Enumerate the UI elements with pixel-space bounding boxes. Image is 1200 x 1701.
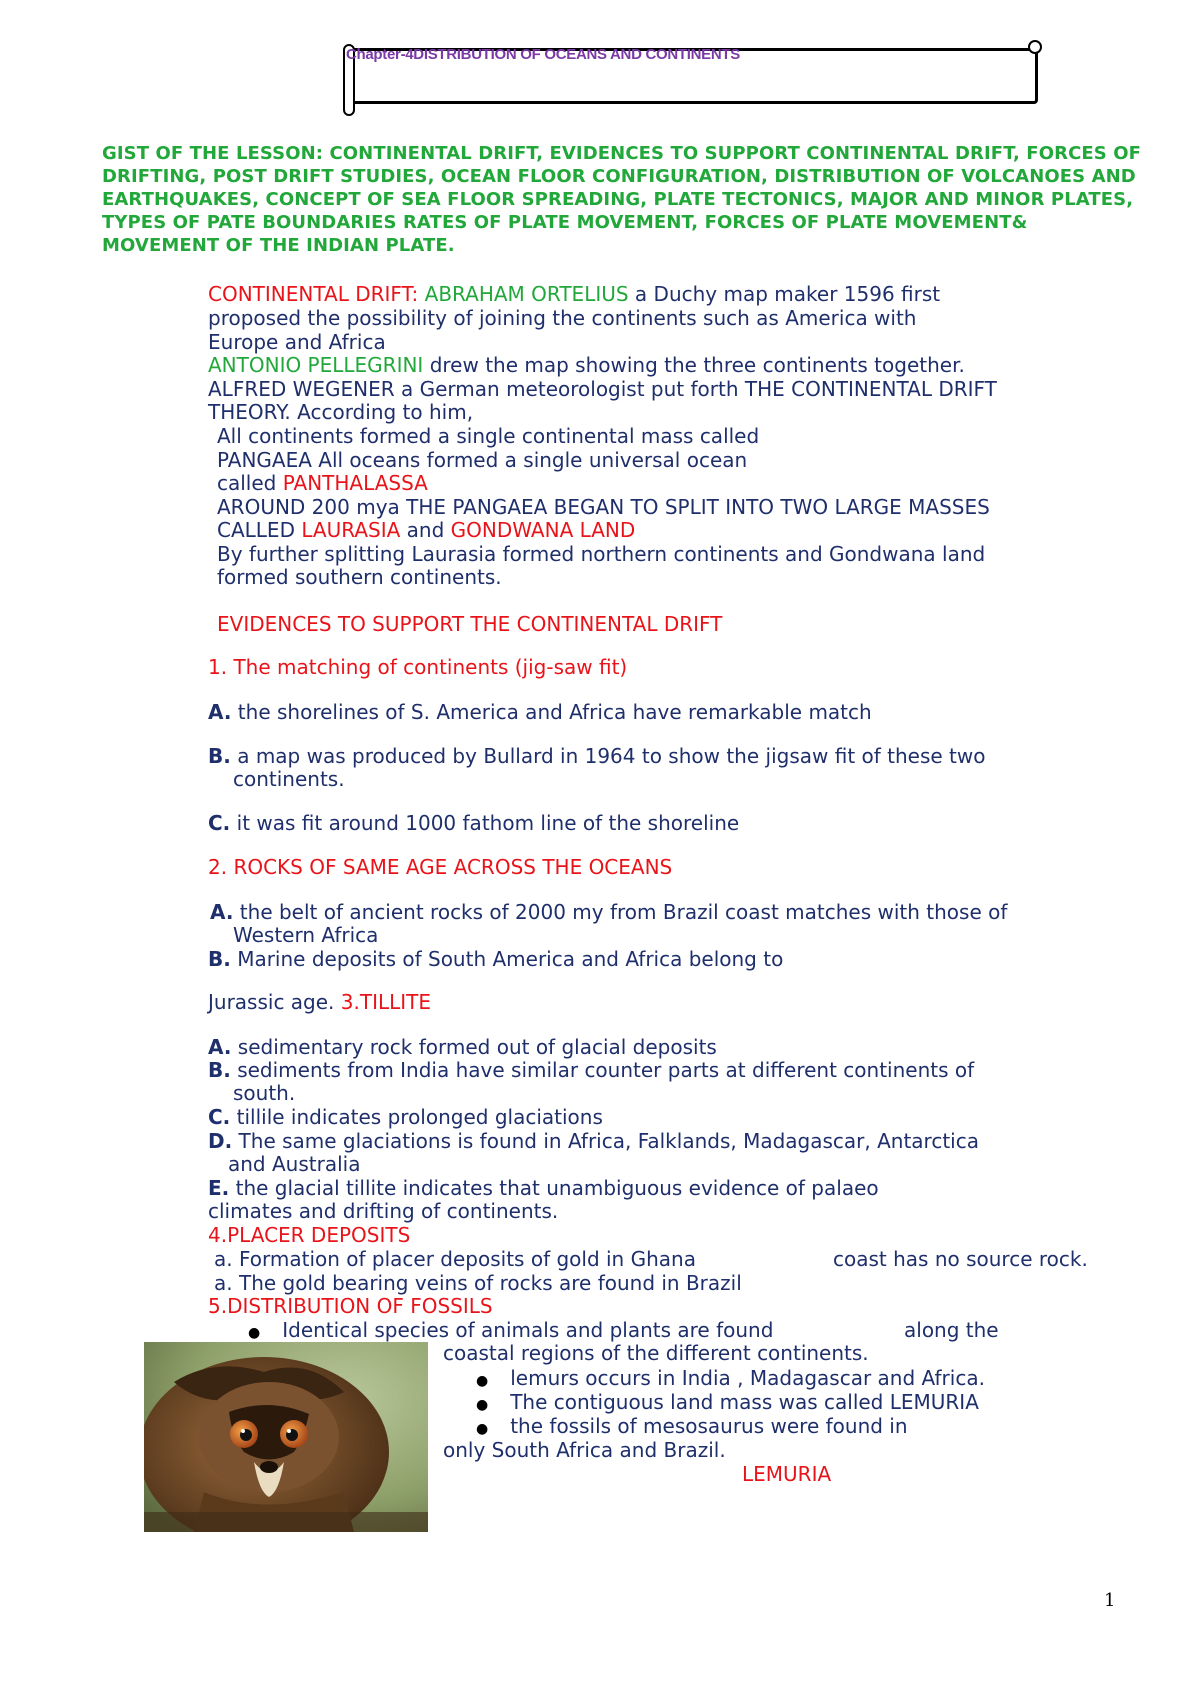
lemur-photo — [144, 1342, 428, 1532]
drift-heading: CONTINENTAL DRIFT: — [208, 282, 419, 306]
drift-line-7: All continents formed a single continental mass called — [217, 424, 760, 448]
lemuria-caption: LEMURIA — [742, 1462, 832, 1486]
drift-line-1 — [208, 282, 940, 306]
scroll-roll-right — [1028, 40, 1042, 54]
item-text: Identical species of animals and plants are found — [282, 1318, 774, 1342]
item-text: a map was produced by Bullard in 1964 to show the jigsaw fit of these two — [230, 744, 986, 768]
s3-item-d-cont: and Australia — [228, 1152, 361, 1176]
section-3-title: 3.TILLITE — [340, 990, 432, 1014]
drift-line-11 — [217, 518, 635, 542]
item-text: sedimentary rock formed out of glacial deposits — [231, 1035, 717, 1059]
drift-text: CALLED — [217, 518, 302, 542]
item-marker: C. — [208, 811, 231, 835]
bullet-icon: ● — [476, 1397, 489, 1413]
s5-bullet-1-tail: along the — [904, 1318, 999, 1342]
s3-item-c — [208, 1105, 603, 1129]
gist-paragraph: GIST OF THE LESSON: CONTINENTAL DRIFT, EVIDENCES TO SUPPORT CONTINENTAL DRIFT, FORCES OF DRIFTING, POST DRIFT STUDIES, OCEAN FLOOR CONFIGURATION, DISTRIBUTION OF VOLCANOES AND EARTHQUAKES, CONCEPT OF SEA FLOOR SPREADING, PLATE TECTONICS, MAJOR AND MINOR PLATES, TYPES OF PATE BOUNDARIES RATES OF PLATE MOVEMENT, FORCES OF PLATE MOVEMENT& MOVEMENT OF THE INDIAN PLATE. — [102, 143, 1142, 256]
bullet-icon: ● — [476, 1421, 489, 1437]
item-text: Jurassic age. — [208, 990, 341, 1014]
s2-item-c — [208, 990, 431, 1014]
drift-line-3: Europe and Africa — [208, 330, 386, 354]
drift-text: and — [400, 518, 451, 542]
s5-bullet-3 — [476, 1390, 979, 1417]
drift-text: called — [217, 471, 283, 495]
s4-item-a: a. Formation of placer deposits of gold in Ghana — [214, 1247, 696, 1271]
s2-item-b — [208, 947, 783, 971]
item-text: the belt of ancient rocks of 2000 my from Brazil coast matches with those of — [233, 900, 1008, 924]
section-1-title: 1. The matching of continents (jig-saw fit) — [208, 655, 628, 679]
item-text: The same glaciations is found in Africa, Falklands, Madagascar, Antarctica — [232, 1129, 979, 1153]
s4-item-a-tail: coast has no source rock. — [833, 1247, 1088, 1271]
item-marker: D. — [208, 1129, 233, 1153]
drift-text: drew the map showing the three continents together. — [423, 353, 965, 377]
item-marker: A. — [208, 700, 232, 724]
drift-line-10: AROUND 200 mya THE PANGAEA BEGAN TO SPLIT INTO TWO LARGE MASSES — [217, 495, 990, 519]
drift-line-8: PANGAEA All oceans formed a single universal ocean — [217, 448, 748, 472]
drift-text: a Duchy map maker 1596 first — [628, 282, 941, 306]
item-text: sediments from India have similar counter parts at different continents of — [230, 1058, 975, 1082]
s1-item-c — [208, 811, 739, 835]
s2-item-a-cont: Western Africa — [233, 923, 379, 947]
item-marker: C. — [208, 1105, 231, 1129]
item-text: The contiguous land mass was called LEMURIA — [510, 1390, 979, 1414]
item-marker: B. — [208, 1058, 231, 1082]
gondwana: GONDWANA LAND — [450, 518, 636, 542]
lemur-illustration — [144, 1342, 428, 1532]
drift-line-12: By further splitting Laurasia formed northern continents and Gondwana land — [217, 542, 986, 566]
s5-bullet-2 — [476, 1366, 985, 1393]
section-4-title: 4.PLACER DEPOSITS — [208, 1223, 411, 1247]
drift-line-4 — [208, 353, 965, 377]
item-text: the shorelines of S. America and Africa have remarkable match — [231, 700, 872, 724]
pellegrini-name: ANTONIO PELLEGRINI — [208, 353, 424, 377]
ortelius-name: ABRAHAM ORTELIUS — [424, 282, 629, 306]
drift-line-2: proposed the possibility of joining the continents such as America with — [208, 306, 917, 330]
item-marker: E. — [208, 1176, 230, 1200]
s3-item-a — [208, 1035, 717, 1059]
page-number: 1 — [1104, 1590, 1116, 1611]
bullet-icon: ● — [476, 1373, 489, 1389]
s3-item-b — [208, 1058, 974, 1082]
bullet-icon: ● — [248, 1325, 261, 1341]
s1-item-a — [208, 700, 872, 724]
item-text: lemurs occurs in India , Madagascar and Africa. — [510, 1366, 985, 1390]
s3-item-d — [208, 1129, 979, 1153]
item-text: tillile indicates prolonged glaciations — [230, 1105, 603, 1129]
item-text: the fossils of mesosaurus were found in — [510, 1414, 908, 1438]
s3-item-e-cont: climates and drifting of continents. — [208, 1199, 559, 1223]
s1-item-b — [208, 744, 986, 768]
item-text: the glacial tillite indicates that unambiguous evidence of palaeo — [229, 1176, 879, 1200]
item-marker: A. — [210, 900, 234, 924]
s5-bullet-4 — [476, 1414, 908, 1441]
drift-line-9 — [217, 471, 428, 495]
panthalassa: PANTHALASSA — [282, 471, 428, 495]
section-2-title: 2. ROCKS OF SAME AGE ACROSS THE OCEANS — [208, 855, 673, 879]
section-5-title: 5.DISTRIBUTION OF FOSSILS — [208, 1294, 493, 1318]
item-marker: A. — [208, 1035, 232, 1059]
s3-item-b-cont: south. — [233, 1081, 296, 1105]
s3-item-e — [208, 1176, 879, 1200]
drift-line-6: THEORY. According to him, — [208, 400, 474, 424]
s2-item-a — [210, 900, 1007, 924]
s1-item-b-cont: continents. — [233, 767, 345, 791]
item-marker: B. — [208, 947, 231, 971]
s5-bullet-4-cont: only South Africa and Brazil. — [443, 1438, 726, 1462]
drift-line-5: ALFRED WEGENER a German meteorologist put forth THE CONTINENTAL DRIFT — [208, 377, 997, 401]
item-marker: B. — [208, 744, 231, 768]
chapter-title: Chapter-4DISTRIBUTION OF OCEANS AND CONTINENTS — [346, 46, 740, 63]
item-text: it was fit around 1000 fathom line of the shoreline — [230, 811, 740, 835]
s4-item-b: a. The gold bearing veins of rocks are found in Brazil — [214, 1271, 742, 1295]
s5-bullet-1-cont: coastal regions of the different continents. — [443, 1341, 869, 1365]
drift-line-13: formed southern continents. — [217, 565, 502, 589]
item-text: Marine deposits of South America and Africa belong to — [230, 947, 784, 971]
laurasia: LAURASIA — [301, 518, 401, 542]
evidences-heading: EVIDENCES TO SUPPORT THE CONTINENTAL DRIFT — [217, 612, 723, 636]
